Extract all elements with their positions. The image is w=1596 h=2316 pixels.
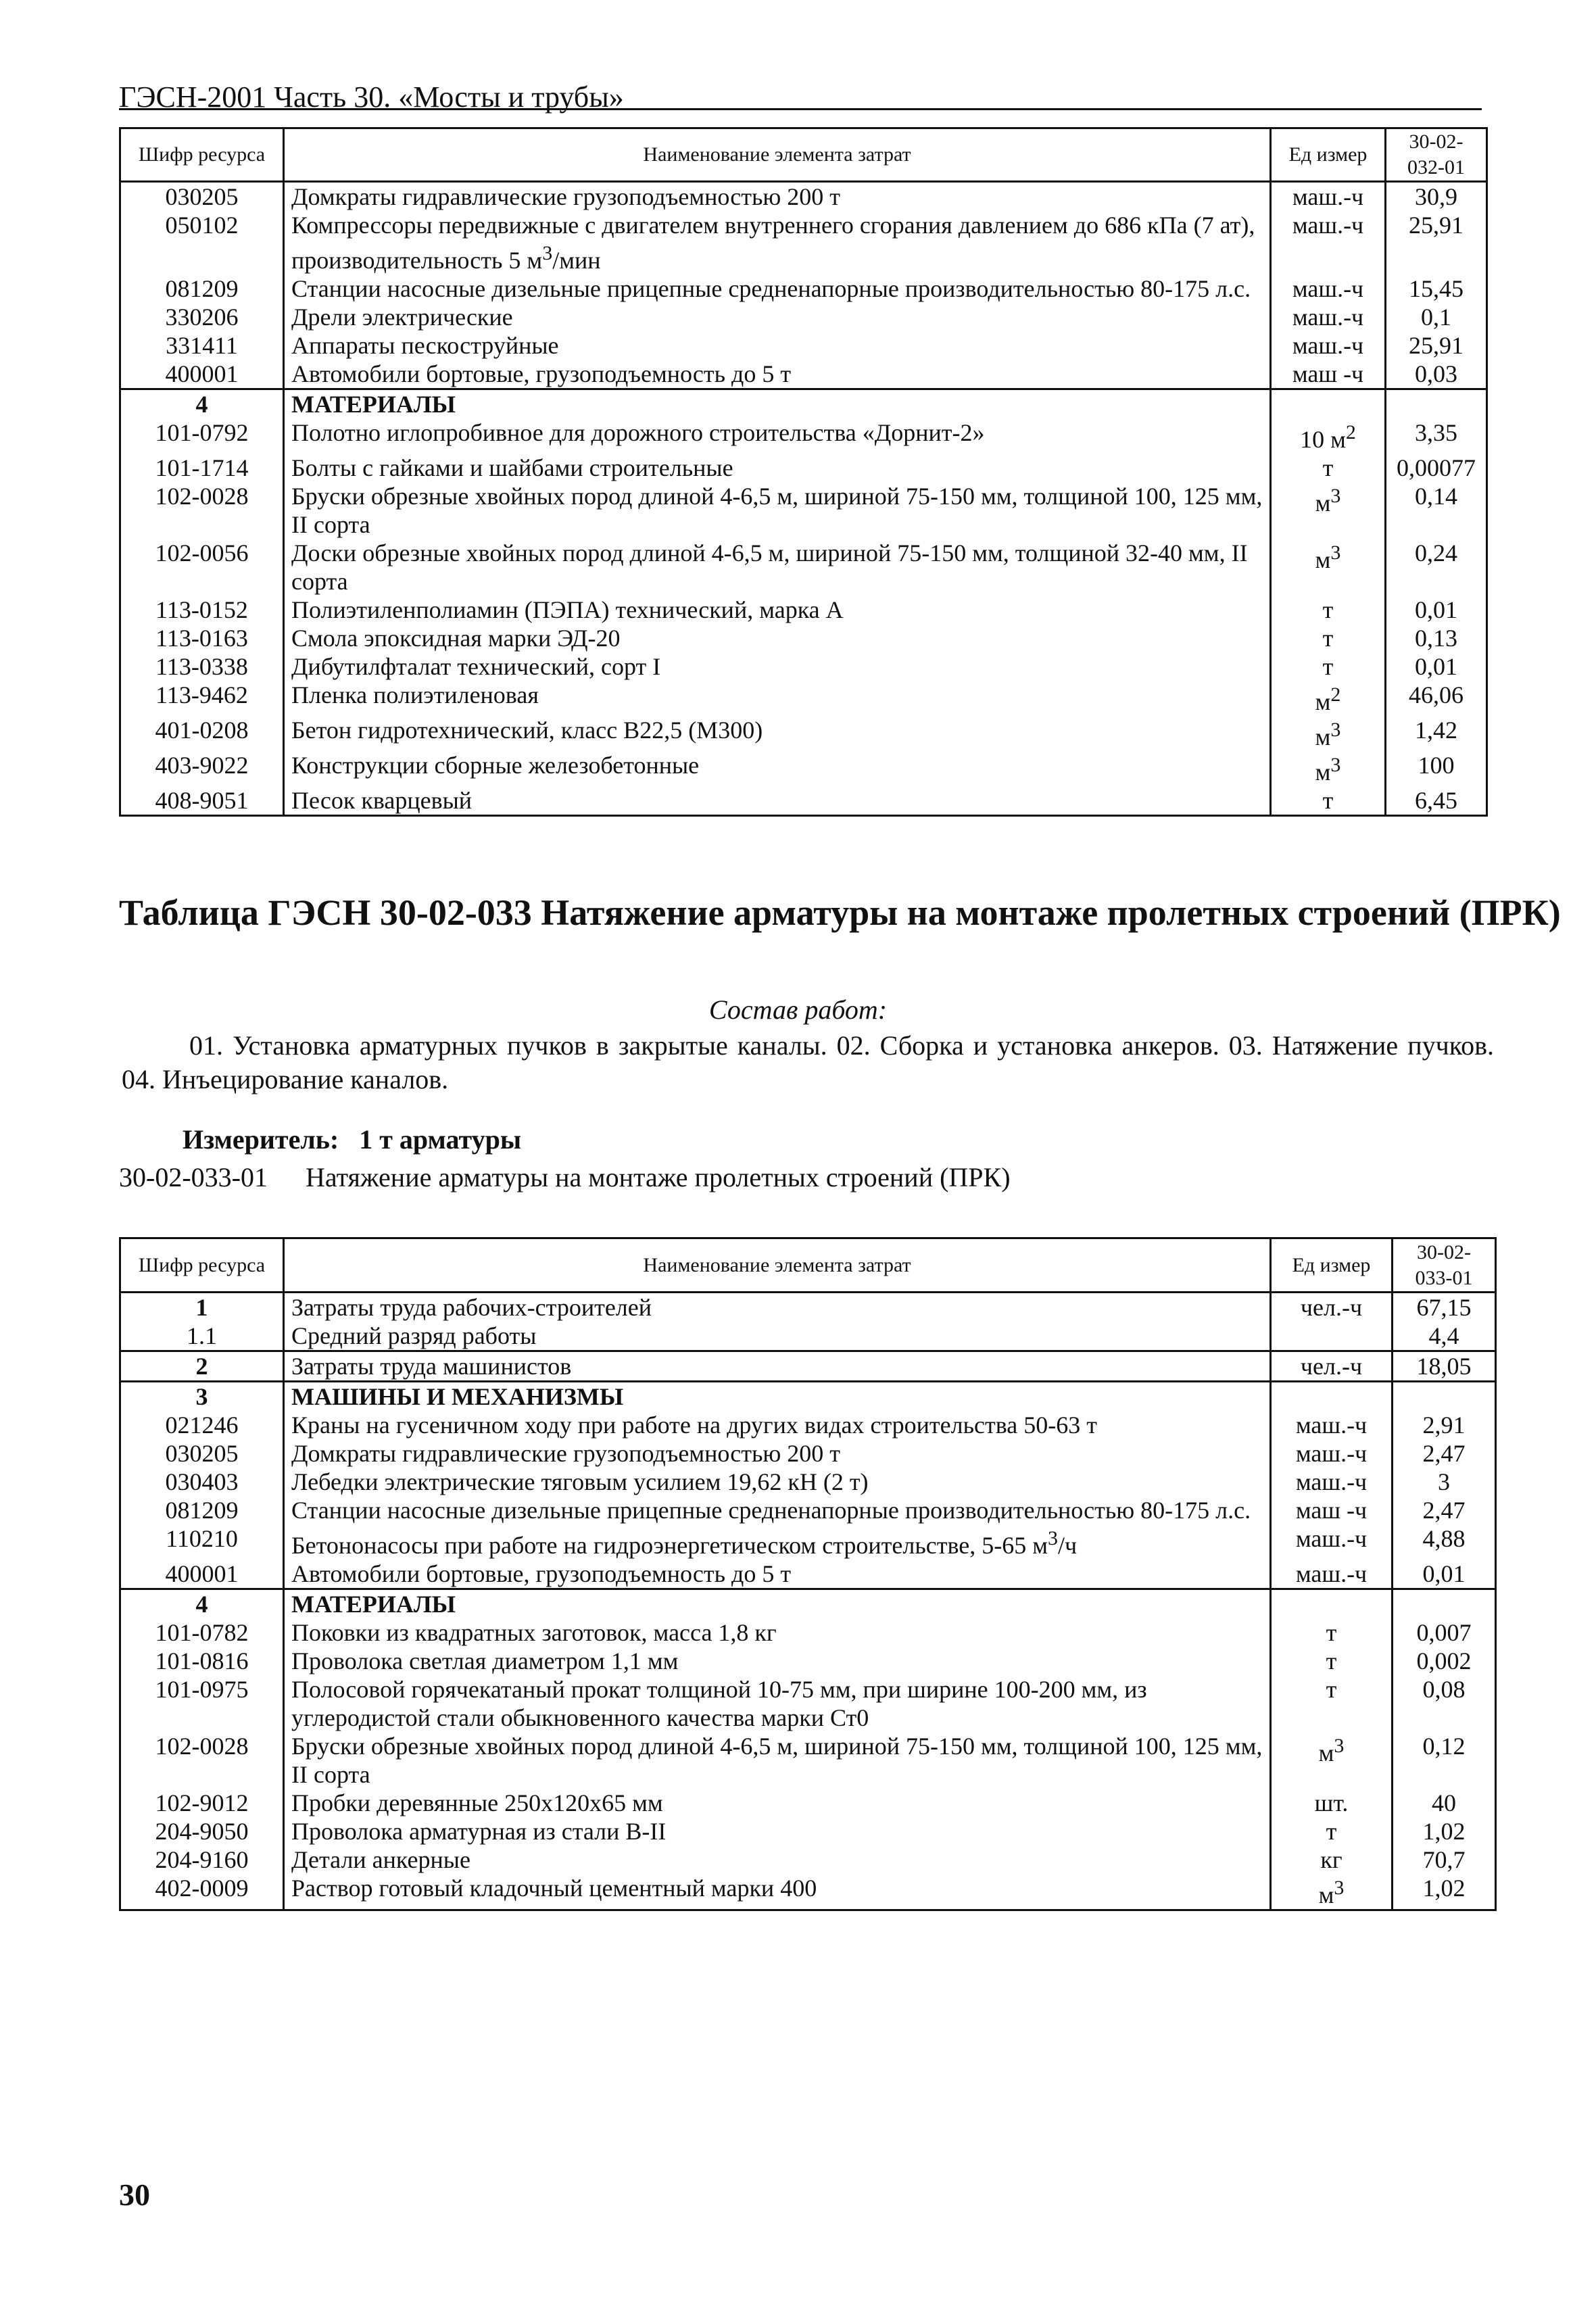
table-row <box>120 1845 1496 1874</box>
table-row <box>120 360 1487 389</box>
cell-code: 110210 <box>120 1524 284 1560</box>
cell-code: 4 <box>120 389 284 419</box>
header-unit: Ед измер <box>1271 128 1386 182</box>
cell-value: 0,00077 <box>1386 454 1487 482</box>
cell-name: Проволока светлая диаметром 1,1 мм <box>284 1647 1271 1675</box>
table-row <box>120 1468 1496 1496</box>
cell-name: Детали анкерные <box>284 1845 1271 1874</box>
composition-label: Состав работ: <box>708 994 888 1025</box>
cell-name: Бруски обрезные хвойных пород длиной 4-6,5 м, шириной 75-150 мм, толщиной 100, 125 мм, II сорта <box>284 1732 1271 1789</box>
table-row <box>120 274 1487 303</box>
cell-name: Полотно иглопробивное для дорожного строительства «Дорнит-2» <box>284 418 1271 454</box>
cell-value: 1,02 <box>1393 1874 1496 1910</box>
cell-unit: т <box>1271 596 1386 624</box>
cell-name: Болты с гайками и шайбами строительные <box>284 454 1271 482</box>
section-row-materials <box>120 389 1487 419</box>
cell-value: 0,1 <box>1386 303 1487 331</box>
measurer-label: Измеритель: <box>183 1124 339 1155</box>
table-row <box>120 1351 1496 1382</box>
header-name: Наименование элемента затрат <box>284 128 1271 182</box>
cell-code: 330206 <box>120 303 284 331</box>
cell-code: 050102 <box>120 211 284 274</box>
cell-unit: маш.-ч <box>1271 1439 1393 1468</box>
table-row <box>120 418 1487 454</box>
cell-unit: маш.-ч <box>1271 1560 1393 1589</box>
cell-name: Средний разряд работы <box>284 1322 1271 1351</box>
table-row <box>120 1322 1496 1351</box>
cell-unit: маш.-ч <box>1271 274 1386 303</box>
cell-value: 0,13 <box>1386 624 1487 652</box>
cell-name: Полиэтиленполиамин (ПЭПА) технический, марка А <box>284 596 1271 624</box>
cell-name: Аппараты пескоструйные <box>284 331 1271 360</box>
cell-code: 102-0028 <box>120 482 284 539</box>
cell-name: Бруски обрезные хвойных пород длиной 4-6,5 м, шириной 75-150 мм, толщиной 100, 125 мм, II сорта <box>284 482 1271 539</box>
cell-unit: т <box>1271 1817 1393 1845</box>
cell-code: 408-9051 <box>120 786 284 816</box>
cell-name: Раствор готовый кладочный цементный марки 400 <box>284 1874 1271 1910</box>
cell-unit <box>1271 1382 1393 1412</box>
cell-value: 0,08 <box>1393 1675 1496 1732</box>
cell-unit <box>1271 1322 1393 1351</box>
norm-code-line <box>119 1161 1011 1193</box>
cell-unit: т <box>1271 1647 1393 1675</box>
table-row <box>120 1524 1496 1560</box>
table-row <box>120 1618 1496 1647</box>
cell-value: 6,45 <box>1386 786 1487 816</box>
header-value: 30-02-032-01 <box>1386 128 1487 182</box>
cell-code: 101-0782 <box>120 1618 284 1647</box>
cell-code: 402-0009 <box>120 1874 284 1910</box>
cell-unit: т <box>1271 652 1386 681</box>
table-row <box>120 454 1487 482</box>
cell-value: 40 <box>1393 1789 1496 1817</box>
table-row <box>120 303 1487 331</box>
cell-code: 021246 <box>120 1411 284 1439</box>
cell-value: 70,7 <box>1393 1845 1496 1874</box>
cell-unit: чел.-ч <box>1271 1293 1393 1322</box>
cell-unit: маш.-ч <box>1271 211 1386 274</box>
header-code: Шифр ресурса <box>120 1238 284 1293</box>
cell-value <box>1386 389 1487 419</box>
cell-unit: маш.-ч <box>1271 1524 1393 1560</box>
cell-unit: $м^2$ <box>1271 681 1386 716</box>
table-row <box>120 786 1487 816</box>
cell-value: 100 <box>1386 751 1487 786</box>
cell-value: 18,05 <box>1393 1351 1496 1382</box>
cell-name: Затраты труда рабочих-строителей <box>284 1293 1271 1322</box>
table-row <box>120 624 1487 652</box>
norm-code: 30-02-033-01 <box>119 1162 268 1192</box>
cell-value: 0,007 <box>1393 1618 1496 1647</box>
cell-unit: маш.-ч <box>1271 182 1386 212</box>
cell-code: 101-0816 <box>120 1647 284 1675</box>
table-row <box>120 482 1487 539</box>
cell-value: 2,47 <box>1393 1496 1496 1524</box>
cell-value: 4,88 <box>1393 1524 1496 1560</box>
cell-code: 030205 <box>120 1439 284 1468</box>
cell-name: Дрели электрические <box>284 303 1271 331</box>
cell-code: 2 <box>120 1351 284 1382</box>
cell-unit: т <box>1271 786 1386 816</box>
table-row <box>120 1874 1496 1910</box>
table-row <box>120 1732 1496 1789</box>
header-value: 30-02-033-01 <box>1393 1238 1496 1293</box>
cell-code: 102-0056 <box>120 539 284 596</box>
cell-code: 101-1714 <box>120 454 284 482</box>
table-row <box>120 1293 1496 1322</box>
cell-unit: чел.-ч <box>1271 1351 1393 1382</box>
cell-name: Краны на гусеничном ходу при работе на других видах строительства 50-63 т <box>284 1411 1271 1439</box>
cell-unit: т <box>1271 1675 1393 1732</box>
cell-name: Автомобили бортовые, грузоподъемность до 5 т <box>284 1560 1271 1589</box>
table-row <box>120 539 1487 596</box>
cell-name: Проволока арматурная из стали В-II <box>284 1817 1271 1845</box>
cell-code: 400001 <box>120 1560 284 1589</box>
cell-code: 331411 <box>120 331 284 360</box>
cell-name: Песок кварцевый <box>284 786 1271 816</box>
table-row <box>120 1675 1496 1732</box>
cell-code: 403-9022 <box>120 751 284 786</box>
norm-title: Натяжение арматуры на монтаже пролетных строений (ПРК) <box>305 1162 1011 1192</box>
cell-unit: шт. <box>1271 1789 1393 1817</box>
table-row <box>120 1439 1496 1468</box>
cell-unit <box>1271 1589 1393 1619</box>
cell-value: 3 <box>1393 1468 1496 1496</box>
composition-text: 01. Установка арматурных пучков в закрытые каналы. 02. Сборка и установка анкеров. 03. Натяжение пучков. 04. Инъецирование каналов. <box>122 1030 1494 1094</box>
cell-code: 1 <box>120 1293 284 1322</box>
cell-code: 204-9160 <box>120 1845 284 1874</box>
header-name: Наименование элемента затрат <box>284 1238 1271 1293</box>
cell-name: Бетон гидротехнический, класс В22,5 (М300) <box>284 716 1271 751</box>
cell-value: 25,91 <box>1386 211 1487 274</box>
cell-unit: т <box>1271 454 1386 482</box>
cell-name: Автомобили бортовые, грузоподъемность до 5 т <box>284 360 1271 389</box>
measurer-value: 1 т арматуры <box>359 1124 522 1155</box>
cell-value: 30,9 <box>1386 182 1487 212</box>
cell-unit: $м^3$ <box>1271 1874 1393 1910</box>
table-row <box>120 716 1487 751</box>
section-title: Таблица ГЭСН 30-02-033 Натяжение арматуры на монтаже пролетных строений (ПРК) <box>119 892 1561 933</box>
cell-value: 1,42 <box>1386 716 1487 751</box>
cell-code: 401-0208 <box>120 716 284 751</box>
cell-value: 0,14 <box>1386 482 1487 539</box>
table-row <box>120 1789 1496 1817</box>
resource-table-2 <box>119 1237 1497 1911</box>
cell-name: Компрессоры передвижные с двигателем внутреннего сгорания давлением до 686 кПа (7 ат), производительность 5 $м^3$/мин <box>284 211 1271 274</box>
cell-name: Лебедки электрические тяговым усилием 19,62 кН (2 т) <box>284 1468 1271 1496</box>
cell-unit: $м^3$ <box>1271 751 1386 786</box>
cell-code: 102-9012 <box>120 1789 284 1817</box>
cell-value: 67,15 <box>1393 1293 1496 1322</box>
cell-code: 113-0152 <box>120 596 284 624</box>
header-unit: Ед измер <box>1271 1238 1393 1293</box>
cell-unit: маш.-ч <box>1271 331 1386 360</box>
cell-value: 2,91 <box>1393 1411 1496 1439</box>
cell-unit: т <box>1271 624 1386 652</box>
cell-code: 4 <box>120 1589 284 1619</box>
cell-code: 113-9462 <box>120 681 284 716</box>
cell-unit: кг <box>1271 1845 1393 1874</box>
cell-unit: $м^3$ <box>1271 1732 1393 1789</box>
cell-name: Домкраты гидравлические грузоподъемностью 200 т <box>284 182 1271 212</box>
section-heading: МАТЕРИАЛЫ <box>284 1589 1271 1619</box>
cell-unit: 10 $м^2$ <box>1271 418 1386 454</box>
cell-code: 101-0975 <box>120 1675 284 1732</box>
cell-value: 0,01 <box>1393 1560 1496 1589</box>
cell-unit: $м^3$ <box>1271 539 1386 596</box>
cell-code: 030403 <box>120 1468 284 1496</box>
cell-value: 0,03 <box>1386 360 1487 389</box>
cell-value: 0,01 <box>1386 596 1487 624</box>
cell-code: 3 <box>120 1382 284 1412</box>
cell-unit: маш -ч <box>1271 1496 1393 1524</box>
measurer <box>183 1124 521 1155</box>
cell-unit: маш -ч <box>1271 360 1386 389</box>
resource-table-1 <box>119 127 1488 817</box>
cell-name: Затраты труда машинистов <box>284 1351 1271 1382</box>
table-row <box>120 652 1487 681</box>
cell-value: 2,47 <box>1393 1439 1496 1468</box>
cell-code: 102-0028 <box>120 1732 284 1789</box>
cell-value: 15,45 <box>1386 274 1487 303</box>
cell-unit: $м^3$ <box>1271 482 1386 539</box>
cell-code: 113-0338 <box>120 652 284 681</box>
cell-code: 030205 <box>120 182 284 212</box>
cell-value: 4,4 <box>1393 1322 1496 1351</box>
table-row <box>120 1647 1496 1675</box>
table-row <box>120 1411 1496 1439</box>
table-row <box>120 182 1487 212</box>
cell-value: 1,02 <box>1393 1817 1496 1845</box>
header-divider <box>119 108 1482 110</box>
cell-unit: маш.-ч <box>1271 1411 1393 1439</box>
cell-value <box>1393 1382 1496 1412</box>
cell-name: Доски обрезные хвойных пород длиной 4-6,5 м, шириной 75-150 мм, толщиной 32-40 мм, II сорта <box>284 539 1271 596</box>
table-row <box>120 596 1487 624</box>
cell-value: 46,06 <box>1386 681 1487 716</box>
page-header-title: ГЭСН-2001 Часть 30. «Мосты и трубы» <box>119 80 624 114</box>
cell-name: Бетононасосы при работе на гидроэнергетическом строительстве, 5-65 $м^3/ч$ <box>284 1524 1271 1560</box>
table-row <box>120 211 1487 274</box>
table-row <box>120 1817 1496 1845</box>
table-row <box>120 751 1487 786</box>
cell-code: 400001 <box>120 360 284 389</box>
cell-value: 3,35 <box>1386 418 1487 454</box>
section-heading: МАТЕРИАЛЫ <box>284 389 1271 419</box>
table-row <box>120 1560 1496 1589</box>
cell-code: 113-0163 <box>120 624 284 652</box>
cell-unit <box>1271 389 1386 419</box>
cell-code: 1.1 <box>120 1322 284 1351</box>
header-code: Шифр ресурса <box>120 128 284 182</box>
cell-value <box>1393 1589 1496 1619</box>
cell-code: 101-0792 <box>120 418 284 454</box>
section-heading: МАШИНЫ И МЕХАНИЗМЫ <box>284 1382 1271 1412</box>
section-row-materials <box>120 1589 1496 1619</box>
table-row <box>120 681 1487 716</box>
cell-name: Дибутилфталат технический, сорт I <box>284 652 1271 681</box>
cell-name: Смола эпоксидная марки ЭД-20 <box>284 624 1271 652</box>
section-row-machines <box>120 1382 1496 1412</box>
cell-name: Полосовой горячекатаный прокат толщиной 10-75 мм, при ширине 100-200 мм, из углеродистой стали обыкновенного качества марки Ст0 <box>284 1675 1271 1732</box>
cell-unit: маш.-ч <box>1271 1468 1393 1496</box>
cell-value: 0,01 <box>1386 652 1487 681</box>
table-row <box>120 331 1487 360</box>
cell-value: 0,24 <box>1386 539 1487 596</box>
cell-name: Станции насосные дизельные прицепные средненапорные производительностью 80-175 л.с. <box>284 1496 1271 1524</box>
cell-unit: маш.-ч <box>1271 303 1386 331</box>
cell-name: Домкраты гидравлические грузоподъемностью 200 т <box>284 1439 1271 1468</box>
cell-value: 0,002 <box>1393 1647 1496 1675</box>
cell-name: Пленка полиэтиленовая <box>284 681 1271 716</box>
cell-code: 204-9050 <box>120 1817 284 1845</box>
cell-code: 081209 <box>120 274 284 303</box>
cell-unit: т <box>1271 1618 1393 1647</box>
table-row <box>120 1496 1496 1524</box>
cell-name: Станции насосные дизельные прицепные средненапорные производительностью 80-175 л.с. <box>284 274 1271 303</box>
page-number: 30 <box>119 2177 150 2212</box>
cell-value: 0,12 <box>1393 1732 1496 1789</box>
cell-unit: $м^3$ <box>1271 716 1386 751</box>
cell-name: Конструкции сборные железобетонные <box>284 751 1271 786</box>
cell-name: Пробки деревянные 250x120x65 мм <box>284 1789 1271 1817</box>
cell-value: 25,91 <box>1386 331 1487 360</box>
cell-code: 081209 <box>120 1496 284 1524</box>
cell-name: Поковки из квадратных заготовок, масса 1,8 кг <box>284 1618 1271 1647</box>
